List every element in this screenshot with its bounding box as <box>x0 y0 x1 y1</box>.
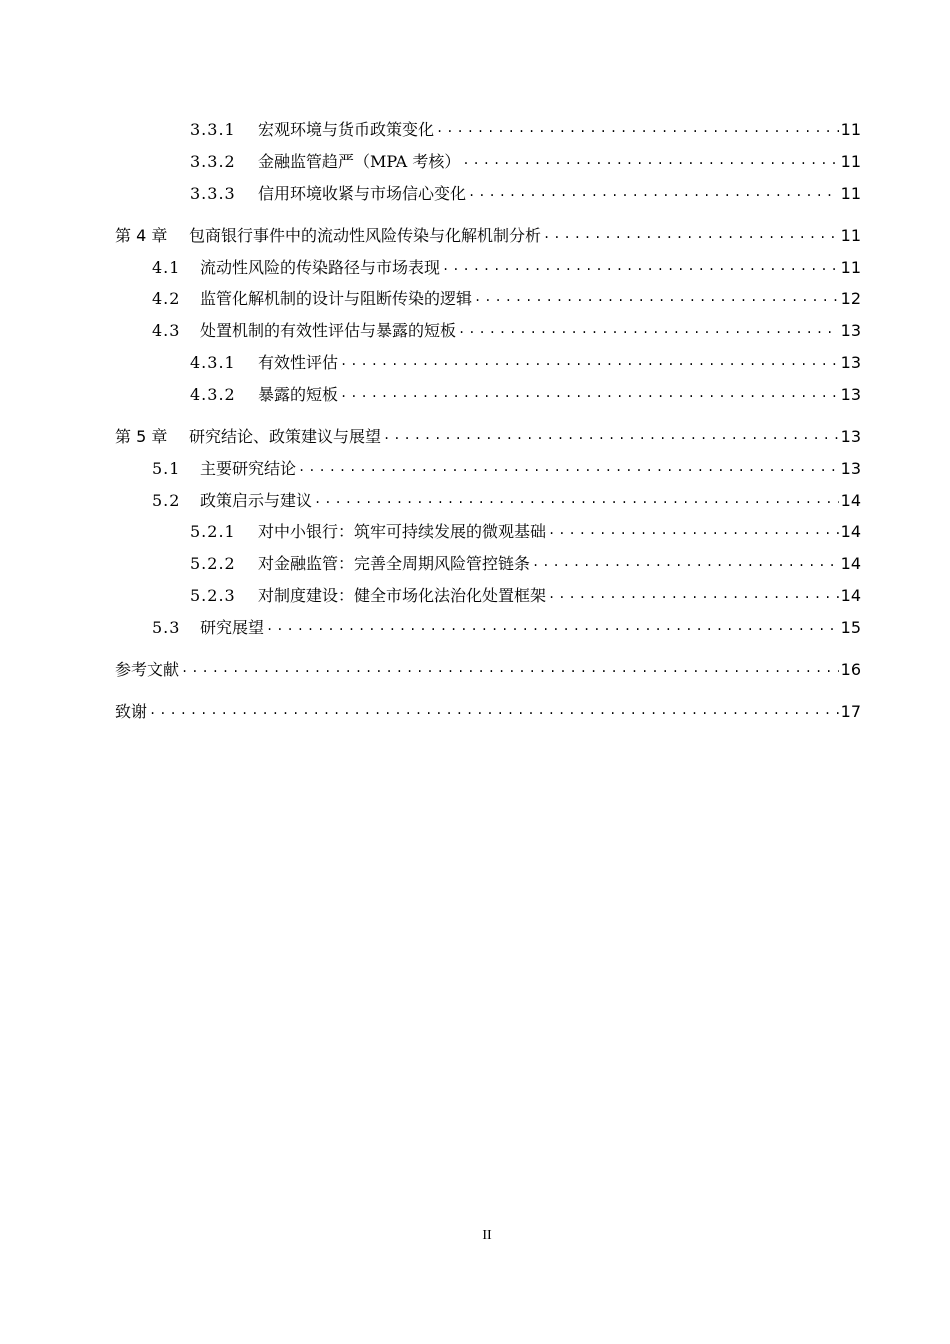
toc-entry-page: 11 <box>840 258 861 277</box>
toc-entry-page: 11 <box>840 120 861 139</box>
toc-entry-number: 4.3 <box>152 321 181 340</box>
toc-entry-page: 13 <box>840 353 861 372</box>
toc-leader-dots <box>314 486 839 512</box>
toc-entry-number: 3.3.1 <box>190 120 236 139</box>
toc-entry[interactable] <box>190 583 861 609</box>
toc-entry-chapter[interactable] <box>115 223 861 249</box>
toc-entry-number: 4.2 <box>152 289 181 308</box>
toc-entry-page: 11 <box>840 226 861 245</box>
toc-leader-dots <box>149 697 839 723</box>
toc-entry-title: 信用环境收紧与市场信心变化 <box>258 184 467 203</box>
toc-entry[interactable] <box>152 488 861 514</box>
toc-entry-page: 17 <box>840 702 861 721</box>
toc-entry-page: 14 <box>840 554 861 573</box>
toc-entry-number: 4.1 <box>152 258 181 277</box>
toc-entry[interactable] <box>190 382 861 408</box>
toc-leader-dots <box>181 655 839 681</box>
toc-entry-title: 处置机制的有效性评估与暴露的短板 <box>200 321 457 340</box>
toc-entry-number: 3.3.3 <box>190 184 236 203</box>
toc-entry-title: 对中小银行：筑牢可持续发展的微观基础 <box>258 522 547 541</box>
toc-entry-title: 宏观环境与货币政策变化 <box>258 120 435 139</box>
toc-entry[interactable] <box>190 519 861 545</box>
toc-entry[interactable] <box>190 149 861 175</box>
toc-entry-page: 14 <box>840 522 861 541</box>
toc-entry-title: 包商银行事件中的流动性风险传染与化解机制分析 <box>189 226 542 245</box>
toc-leader-dots <box>298 454 839 480</box>
toc-entry-title: 流动性风险的传染路径与市场表现 <box>200 258 441 277</box>
toc-entry-page: 13 <box>840 427 861 446</box>
toc-leader-dots <box>532 549 839 575</box>
toc-leader-dots <box>474 284 839 310</box>
toc-entry-number: 5.2.2 <box>190 554 236 573</box>
toc-entry[interactable] <box>152 286 861 312</box>
toc-entry-number: 4.3.2 <box>190 385 236 404</box>
toc-entry-references[interactable] <box>115 657 861 683</box>
toc-entry[interactable] <box>190 350 861 376</box>
toc-entry-number: 第 4 章 <box>115 226 168 245</box>
toc-entry-title: 致谢 <box>115 702 148 721</box>
toc-entry-title: 对制度建设：健全市场化法治化处置框架 <box>258 586 547 605</box>
toc-entry-title: 参考文献 <box>115 660 180 679</box>
toc-entry-title: 主要研究结论 <box>200 459 297 478</box>
toc-entry-title: 有效性评估 <box>258 353 339 372</box>
toc-entry[interactable] <box>190 551 861 577</box>
toc-entry-page: 14 <box>840 491 861 510</box>
toc-leader-dots <box>543 221 839 247</box>
toc-entry-page: 12 <box>840 289 861 308</box>
toc-leader-dots <box>548 581 839 607</box>
toc-entry[interactable] <box>152 615 861 641</box>
toc-entry-chapter[interactable] <box>115 424 861 450</box>
toc-entry-number: 5.2 <box>152 491 181 510</box>
toc-entry[interactable] <box>152 318 861 344</box>
toc-entry-page: 14 <box>840 586 861 605</box>
toc-entry[interactable] <box>190 117 861 143</box>
toc-entry-title: 暴露的短板 <box>258 385 339 404</box>
toc-entry-number: 5.2.3 <box>190 586 236 605</box>
toc-entry-page: 13 <box>840 385 861 404</box>
toc-entry-number: 3.3.2 <box>190 152 236 171</box>
toc-leader-dots <box>340 380 839 406</box>
toc-entry-page: 11 <box>840 152 861 171</box>
toc-leader-dots <box>458 316 839 342</box>
toc-leader-dots <box>468 179 839 205</box>
toc-entry-page: 13 <box>840 459 861 478</box>
page-number: II <box>482 1228 492 1243</box>
toc-entry[interactable] <box>152 255 861 281</box>
toc-entry-title: 监管化解机制的设计与阻断传染的逻辑 <box>200 289 473 308</box>
toc-entry-page: 16 <box>840 660 861 679</box>
toc-leader-dots <box>340 348 839 374</box>
toc-entry-title: 政策启示与建议 <box>200 491 313 510</box>
toc-entry-page: 11 <box>840 184 861 203</box>
toc-entry-number: 5.1 <box>152 459 181 478</box>
toc-entry-number: 5.3 <box>152 618 181 637</box>
toc-entry-title: 研究展望 <box>200 618 265 637</box>
toc-entry-number: 5.2.1 <box>190 522 236 541</box>
toc-entry-page: 15 <box>840 618 861 637</box>
toc-entry-number: 第 5 章 <box>115 427 168 446</box>
toc-entry-title: 金融监管趋严（MPA 考核） <box>258 152 461 171</box>
toc-leader-dots <box>442 253 839 279</box>
toc-leader-dots <box>383 422 839 448</box>
toc-entry[interactable] <box>190 181 861 207</box>
toc-leader-dots <box>266 613 839 639</box>
toc-leader-dots <box>436 115 839 141</box>
toc-entry-title: 研究结论、政策建议与展望 <box>189 427 382 446</box>
toc-entry-title: 对金融监管：完善全周期风险管控链条 <box>258 554 531 573</box>
toc-leader-dots <box>548 517 839 543</box>
toc-entry-number: 4.3.1 <box>190 353 236 372</box>
toc-entry-page: 13 <box>840 321 861 340</box>
toc-leader-dots <box>462 147 838 173</box>
toc-entry[interactable] <box>152 456 861 482</box>
toc-entry-acknowledgements[interactable] <box>115 699 861 725</box>
